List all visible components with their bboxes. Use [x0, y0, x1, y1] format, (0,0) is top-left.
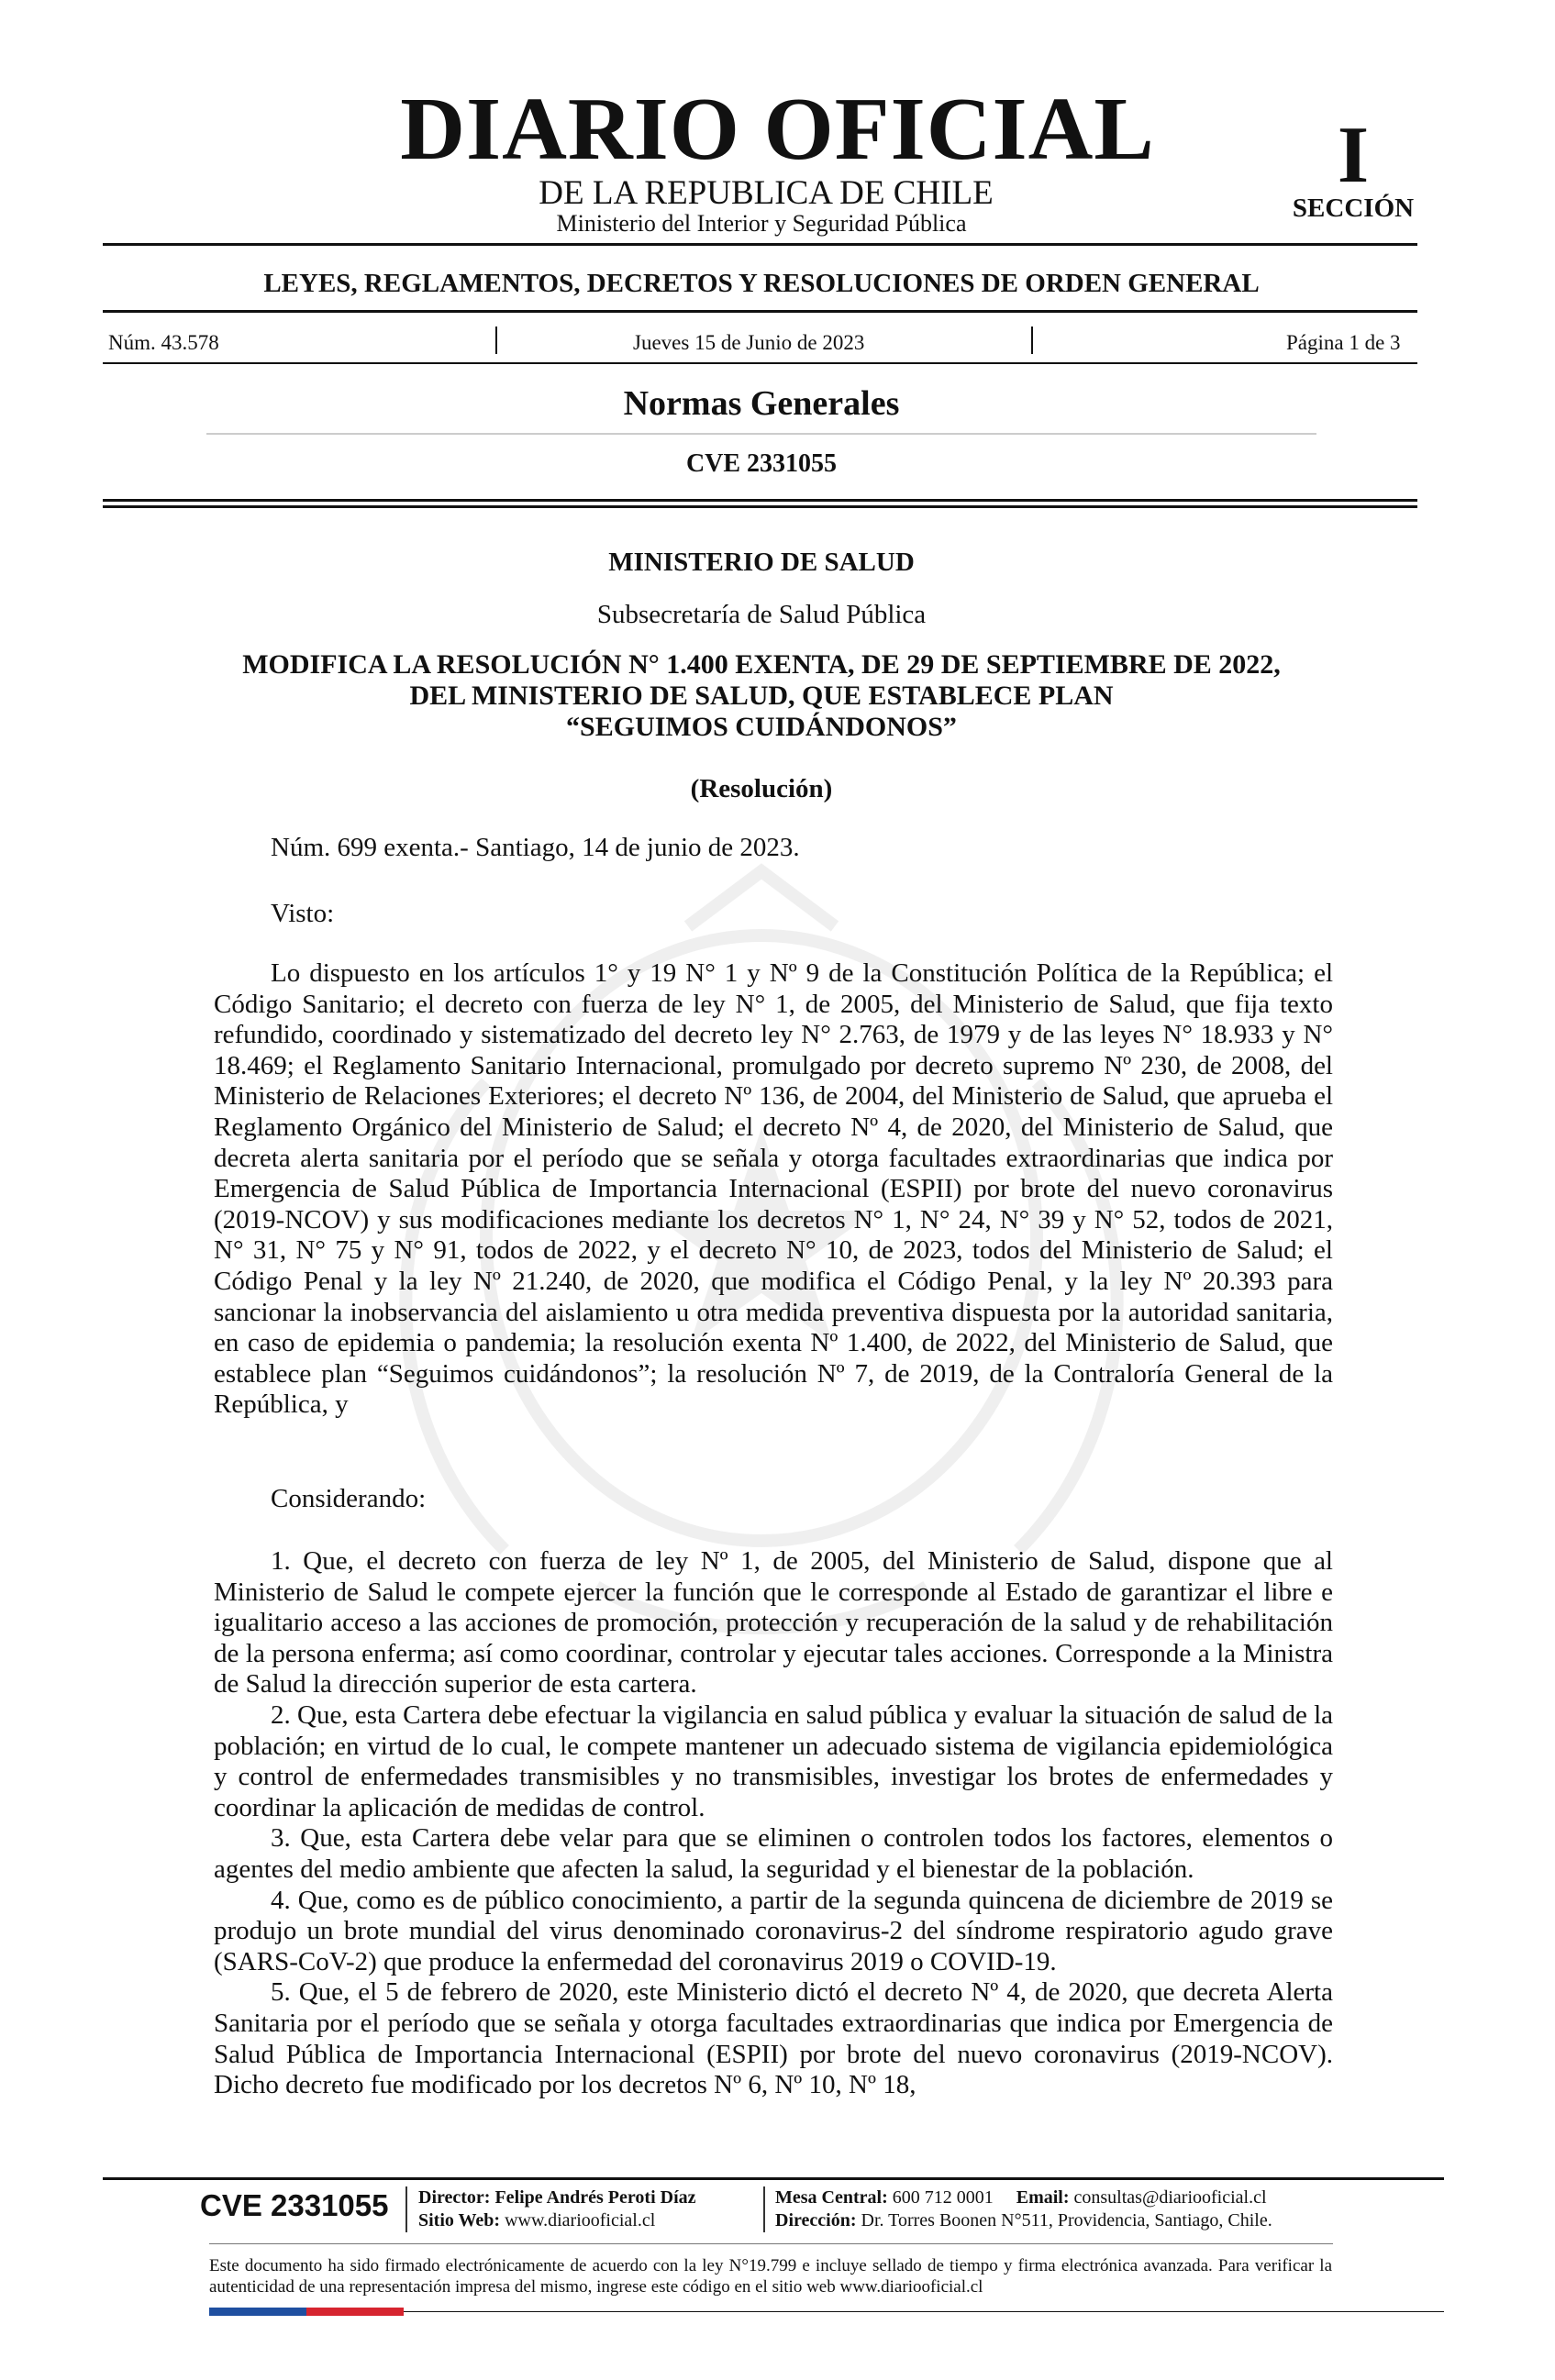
- website-link[interactable]: www.diariooficial.cl: [505, 2210, 656, 2231]
- subsecretariat: Subsecretaría de Salud Pública: [596, 600, 927, 629]
- subheading-divider: [103, 310, 1417, 313]
- footer-contact-block: [775, 2186, 1272, 2232]
- flag-stripe-red: [306, 2308, 404, 2316]
- phone-label: Mesa Central:: [775, 2187, 888, 2208]
- visto-text: Lo dispuesto en los artículos 1° y 19 N° 1 y Nº 9 de la Constitución Política de la República; el Código Sanitario; el decreto con fuerza de ley N° 1, de 2005, del Ministerio de Salud, que fija texto refundido, coordinado y sistematizado del decreto ley N° 2.763, de 1979 y de las leyes N° 18.933 y N° 18.469; el Reglamento Sanitario Internacional, promulgado por decreto supremo Nº 230, de 2008, del Ministerio de Relaciones Exteriores; el decreto Nº 136, de 2004, del Ministerio de Salud, que aprueba el Reglamento Orgánico del Ministerio de Salud; el decreto Nº 4, de 2020, del Ministerio de Salud, que decreta alerta sanitaria por el período que se señala y otorga facultades extraordinarias que indica por Emergencia de Salud Pública de Importancia Internacional (ESPII) por brote del nuevo coronavirus (2019-NCOV) y sus modificaciones mediante los decretos N° 1, N° 24, N° 39 y N° 52, todos de 2021, N° 31, N° 75 y N° 91, todos de 2022, y el decreto N° 10, de 2023, todos del Ministerio de Salud; el Código Penal y la ley Nº 21.240, de 2020, que modifica el Código Penal, y la ley Nº 20.393 para sancionar la inobservancia del aislamiento u otra medida preventiva dispuesta por la autoridad sanitaria, en caso de epidemia o pandemia; la resolución exenta Nº 1.400, de 2022, del Ministerio de Salud, que establece plan “Seguimos cuidándonos”; la resolución Nº 7, de 2019, de la Contraloría General de la República, y: [214, 958, 1333, 1420]
- resolution-title-line: “SEGUIMOS CUIDÁNDONOS”: [566, 712, 957, 742]
- masthead-ministry: Ministerio del Interior y Seguridad Pública: [556, 210, 967, 237]
- director-label: Director:: [418, 2187, 491, 2208]
- footer-separator: [763, 2186, 765, 2232]
- considerando-heading: Considerando:: [271, 1484, 427, 1513]
- flag-stripe-blue: [209, 2308, 306, 2316]
- address-text: Dr. Torres Boonen N°511, Providencia, Santiago, Chile.: [861, 2210, 1272, 2231]
- issue-separator: [1031, 327, 1033, 354]
- resolution-number-line: Núm. 699 exenta.- Santiago, 14 de junio de 2023.: [271, 833, 800, 862]
- header-double-rule: [103, 499, 1417, 502]
- legal-notice: Este documento ha sido firmado electrónicamente de acuerdo con la ley N°19.799 e incluye sellado de tiempo y firma electrónica avanzada. Para verificar la autenticidad de una representación impresa del mismo, ingrese este código en el sitio web www.diariooficial.cl: [209, 2256, 1332, 2297]
- issuing-ministry: MINISTERIO DE SALUD: [608, 548, 915, 577]
- considerando-list: [214, 1546, 1333, 2101]
- issue-divider: [103, 362, 1417, 364]
- category-divider: [206, 433, 1316, 435]
- resolution-title: [147, 649, 1376, 743]
- header-double-rule: [103, 505, 1417, 508]
- footer-divider: [103, 2177, 1444, 2180]
- section-subheading: LEYES, REGLAMENTOS, DECRETOS Y RESOLUCIONES DE ORDEN GENERAL: [263, 269, 1260, 298]
- resolution-title-line: MODIFICA LA RESOLUCIÓN N° 1.400 EXENTA, DE 29 DE SEPTIEMBRE DE 2022,: [242, 649, 1281, 680]
- issue-number: Núm. 43.578: [108, 331, 219, 354]
- visto-paragraph: [214, 958, 1333, 1421]
- address-label: Dirección:: [775, 2210, 857, 2231]
- website-label: Sitio Web:: [418, 2210, 501, 2231]
- visto-heading: Visto:: [271, 899, 335, 928]
- document-type: (Resolución): [690, 774, 833, 803]
- email-label: Email:: [1016, 2187, 1070, 2208]
- masthead-divider: [103, 243, 1417, 246]
- considerando-item: 2. Que, esta Cartera debe efectuar la vigilancia en salud pública y evaluar la situación de salud de la población; en virtud de lo cual, le compete mantener un adecuado sistema de vigilancia epidemiológica y control de enfermedades transmisibles y no transmisibles, investigar los brotes de enfermedades y coordinar la aplicación de medidas de control.: [214, 1699, 1333, 1822]
- masthead-subtitle: DE LA REPUBLICA DE CHILE: [539, 174, 994, 212]
- phone-number: 600 712 0001: [892, 2187, 994, 2208]
- masthead-title: DIARIO OFICIAL: [400, 80, 1155, 179]
- cve-code: CVE 2331055: [685, 449, 838, 478]
- director-name: Felipe Andrés Peroti Díaz: [494, 2187, 696, 2208]
- considerando-item: 1. Que, el decreto con fuerza de ley Nº 1, de 2005, del Ministerio de Salud, dispone que al Ministerio de Salud le compete ejercer la función que le corresponde al Estado de garantizar el libre e igualitario acceso a las acciones de promoción, protección y recuperación de la salud y de rehabilitación de la persona enferma; así como coordinar, controlar y ejecutar tales acciones. Corresponde a la Ministra de Salud la dirección superior de esta cartera.: [214, 1546, 1333, 1699]
- section-label: SECCIÓN: [1292, 194, 1415, 223]
- resolution-title-line: DEL MINISTERIO DE SALUD, QUE ESTABLECE PLAN: [409, 681, 1114, 711]
- issue-date: Jueves 15 de Junio de 2023: [633, 331, 865, 354]
- footer-cve-code: CVE 2331055: [200, 2188, 389, 2222]
- issue-separator: [495, 327, 497, 354]
- footer-director-block: [418, 2186, 696, 2232]
- email-link[interactable]: consultas@diariooficial.cl: [1073, 2187, 1267, 2208]
- considerando-item: 5. Que, el 5 de febrero de 2020, este Ministerio dictó el decreto Nº 4, de 2020, que decreta Alerta Sanitaria por el período que se señala y otorga facultades extraordinarias que indica por Emergencia de Salud Pública de Importancia Internacional (ESPII) por brote del nuevo coronavirus (2019-NCOV). Dicho decreto fue modificado por los decretos Nº 6, Nº 10, Nº 18,: [214, 1977, 1333, 2100]
- footer-separator: [405, 2186, 407, 2232]
- footer-thin-divider: [209, 2243, 1333, 2244]
- considerando-item: 4. Que, como es de público conocimiento, a partir de la segunda quincena de diciembre de 2019 se produjo un brote mundial del virus denominado coronavirus-2 del síndrome respiratorio agudo grave (SARS-CoV-2) que produce la enfermedad del coronavirus 2019 o COVID-19.: [214, 1885, 1333, 1976]
- page-indicator: Página 1 de 3: [1286, 331, 1401, 354]
- category-title: Normas Generales: [623, 384, 900, 423]
- considerando-item: 3. Que, esta Cartera debe velar para que se eliminen o controlen todos los factores, elementos o agentes del medio ambiente que afecten la salud, la seguridad y el bienestar de la población.: [214, 1823, 1333, 1884]
- section-number: I: [1337, 111, 1370, 200]
